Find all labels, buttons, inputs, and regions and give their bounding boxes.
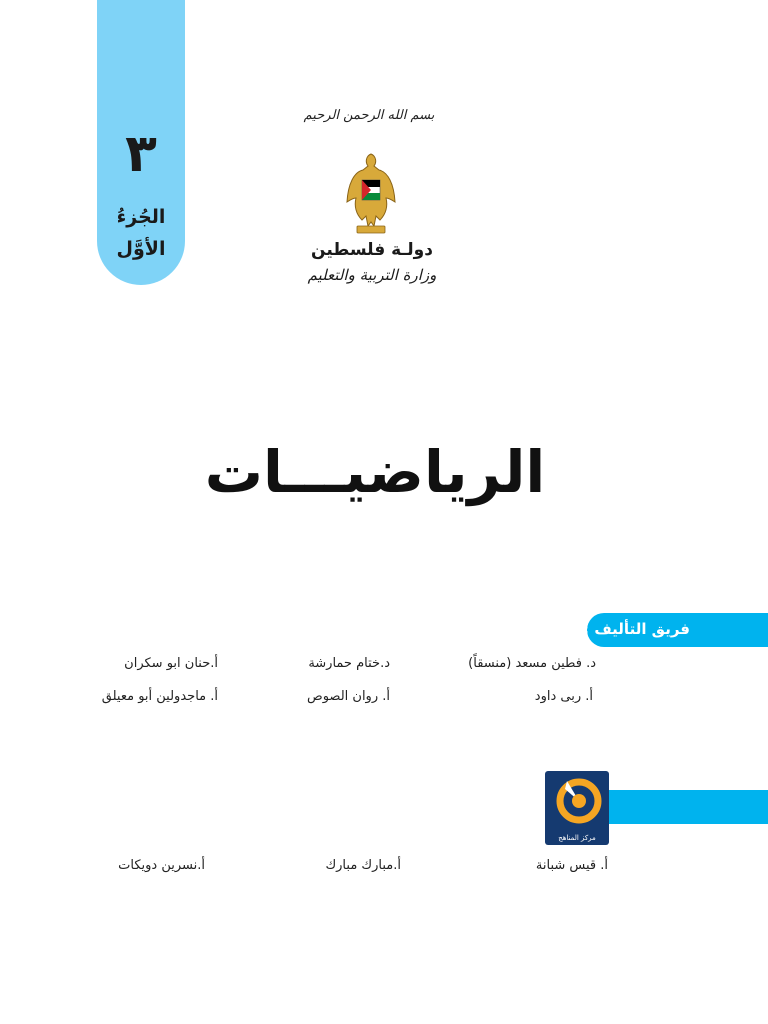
part-label-line2: الأوَّل	[116, 238, 166, 260]
authors-bar	[583, 613, 768, 647]
author-4: أ. ربى داود	[534, 689, 593, 704]
author-5: أ. روان الصوص	[306, 689, 390, 704]
curriculum-center-logo-icon	[545, 771, 609, 831]
center-member-3: أ.نسرين دويكات	[118, 858, 205, 873]
authors-label: فريق التأليف :	[583, 620, 690, 638]
eagle-emblem-icon	[342, 150, 400, 238]
author-1: د. فطين مسعد (منسقاً)	[468, 656, 596, 671]
ministry-name: وزارة التربية والتعليم	[307, 266, 437, 284]
grade-number: ٣	[125, 124, 157, 184]
curriculum-center-logo	[545, 771, 609, 845]
state-name: دولـة فلسطين	[311, 240, 433, 260]
basmala: بسم الله الرحمن الرحيم	[303, 108, 435, 123]
author-2: د.ختام حمارشة	[308, 656, 390, 671]
grade-tab	[97, 0, 185, 285]
book-title: الرياضيـــات	[204, 438, 546, 506]
author-3: أ.حنان ابو سكران	[124, 656, 218, 671]
part-label-line1: الجُزءُ	[116, 206, 166, 228]
center-member-1: أ. قيس شبانة	[535, 858, 608, 873]
center-member-2: أ.مبارك مبارك	[325, 858, 401, 873]
author-6: أ. ماجدولين أبو معيلق	[101, 689, 218, 704]
logo-caption: مركز المناهج	[558, 834, 596, 842]
